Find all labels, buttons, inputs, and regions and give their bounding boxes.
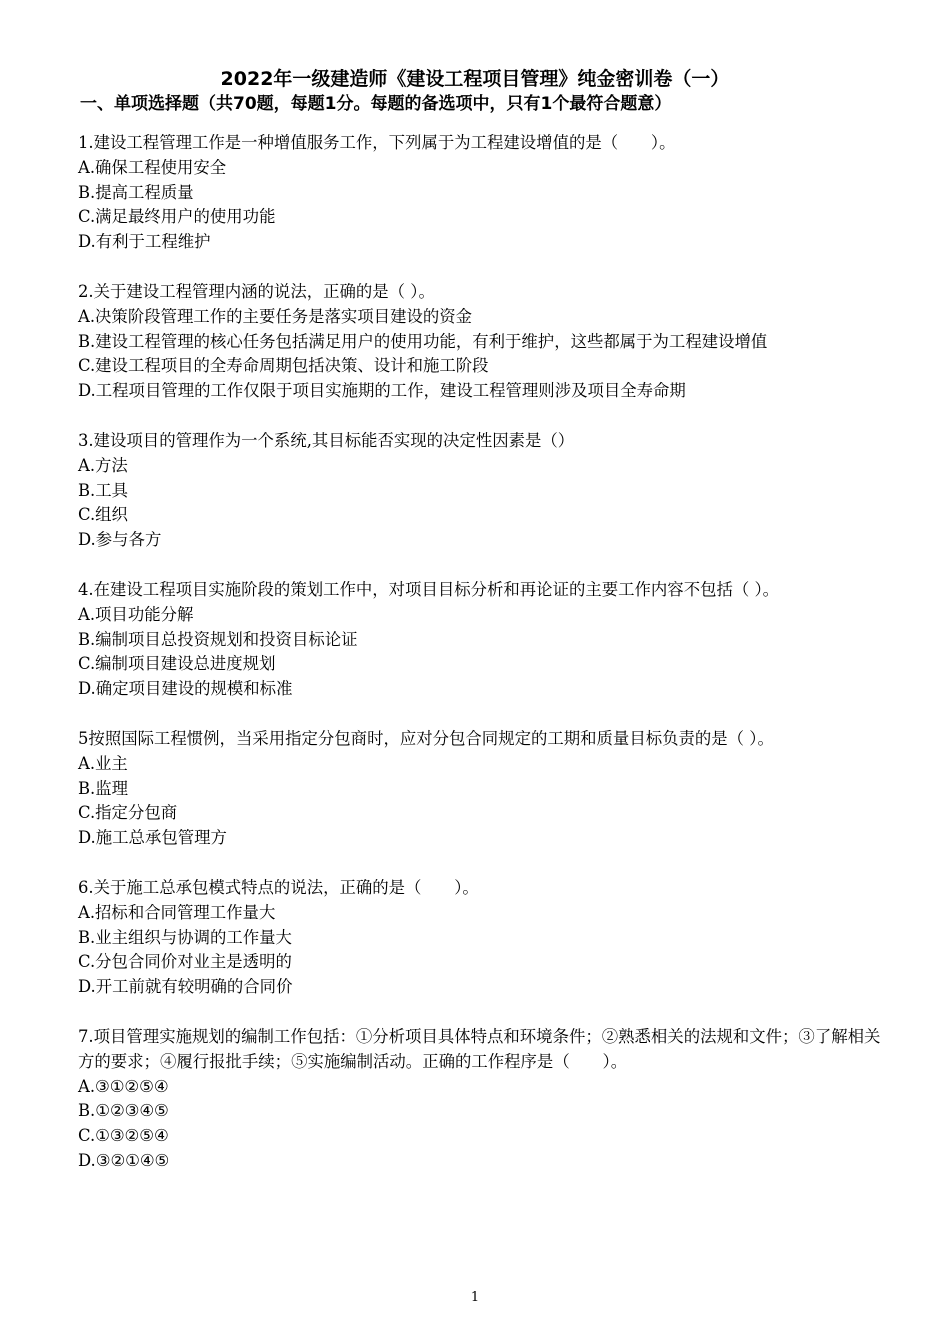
question-3	[78, 429, 890, 553]
option-d: D.开工前就有较明确的合同价	[78, 977, 293, 997]
question-2	[78, 280, 890, 404]
option-b: B.监理	[78, 778, 129, 798]
question-7	[78, 1025, 890, 1174]
question-4	[78, 578, 890, 702]
question-list	[78, 131, 890, 1199]
question-stem: 1.建设工程管理工作是一种增值服务工作，下列属于为工程建设增值的是（ ）。	[78, 133, 676, 152]
option-b: B.业主组织与协调的工作量大	[78, 927, 292, 947]
question-1	[78, 131, 890, 255]
option-b: B.工具	[78, 480, 129, 500]
option-b: B.建设工程管理的核心任务包括满足用户的使用功能，有利于维护，这些都属于为工程建设增值	[78, 331, 768, 351]
option-d: D.有利于工程维护	[78, 232, 211, 252]
question-stem: 4.在建设工程项目实施阶段的策划工作中，对项目目标分析和再论证的主要工作内容不包括（ ）。	[78, 579, 780, 599]
question-stem: 6.关于施工总承包模式特点的说法，正确的是（ ）。	[78, 877, 479, 897]
question-6	[78, 876, 890, 1000]
option-c: C.满足最终用户的使用功能	[78, 207, 276, 227]
section-heading: 一、单项选择题（共70题，每题1分。每题的备选项中，只有1个最符合题意）	[80, 94, 672, 114]
option-a: A.项目功能分解	[78, 604, 194, 624]
option-c: C.组织	[78, 505, 128, 525]
option-b: B.①②③④⑤	[78, 1101, 169, 1121]
option-a: A.业主	[78, 753, 128, 773]
option-c: C.指定分包商	[78, 803, 178, 823]
option-b: B.提高工程质量	[78, 182, 194, 202]
question-5	[78, 727, 890, 851]
option-a: A.方法	[78, 455, 128, 475]
option-a: A.确保工程使用安全	[78, 157, 227, 177]
question-stem: 5按照国际工程惯例，当采用指定分包商时，应对分包合同规定的工期和质量目标负责的是（ ）。	[78, 728, 774, 748]
option-c: C.①③②⑤④	[78, 1126, 169, 1146]
question-stem: 2.关于建设工程管理内涵的说法，正确的是（ ）。	[78, 281, 435, 301]
question-stem: 3.建设项目的管理作为一个系统,其目标能否实现的决定性因素是（）	[78, 430, 575, 450]
page-number: 1	[470, 1290, 480, 1305]
option-c: C.分包合同价对业主是透明的	[78, 952, 292, 972]
option-d: D.参与各方	[78, 530, 162, 550]
option-a: A.决策阶段管理工作的主要任务是落实项目建设的资金	[78, 306, 473, 326]
option-c: C.编制项目建设总进度规划	[78, 654, 276, 674]
option-d: D.工程项目管理的工作仅限于项目实施期的工作，建设工程管理则涉及项目全寿命期	[78, 381, 686, 401]
question-stem: 7.项目管理实施规划的编制工作包括：①分析项目具体特点和环境条件；②熟悉相关的法规和文件；③了解相关方的要求；④履行报批手续；⑤实施编制活动。正确的工作程序是（ ）。	[78, 1026, 881, 1071]
option-a: A.招标和合同管理工作量大	[78, 902, 276, 922]
option-a: A.③①②⑤④	[78, 1076, 169, 1096]
option-c: C.建设工程项目的全寿命周期包括决策、设计和施工阶段	[78, 356, 489, 376]
option-d: D.确定项目建设的规模和标准	[78, 679, 293, 699]
document-title: 2022年一级建造师《建设工程项目管理》纯金密训卷（一）	[220, 68, 730, 90]
option-d: D.③②①④⑤	[78, 1150, 170, 1170]
option-b: B.编制项目总投资规划和投资目标论证	[78, 629, 358, 649]
option-d: D.施工总承包管理方	[78, 828, 227, 848]
